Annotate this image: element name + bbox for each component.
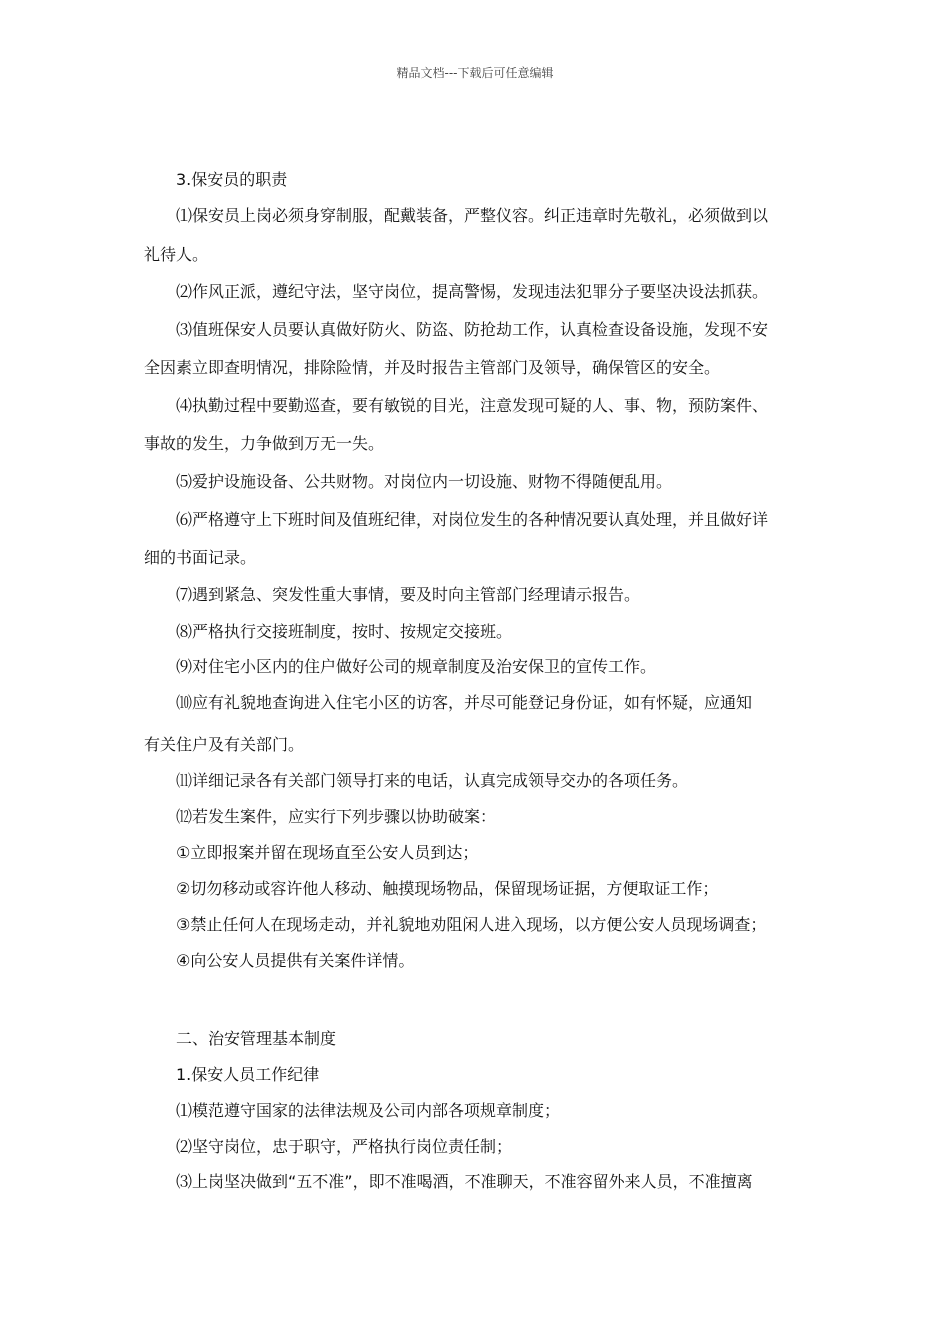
paragraph-line: ⑹严格遵守上下班时间及值班纪律，对岗位发生的各种情况要认真处理，并且做好详	[176, 510, 769, 529]
paragraph-line: ⑵坚守岗位，忠于职守，严格执行岗位责任制；	[176, 1137, 513, 1156]
list-item: ①立即报案并留在现场直至公安人员到达；	[176, 843, 479, 862]
paragraph-line: ⑽应有礼貌地查询进入住宅小区的访客，并尽可能登记身份证，如有怀疑，应通知	[176, 693, 753, 712]
paragraph-line: ⑵作风正派，遵纪守法，坚守岗位，提高警惕，发现违法犯罪分子要坚决设法抓获。	[176, 282, 769, 301]
paragraph-line: ⑴保安员上岗必须身穿制服，配戴装备，严整仪容。纠正违章时先敬礼，必须做到以	[176, 206, 769, 225]
paragraph-line: ⑾详细记录各有关部门领导打来的电话，认真完成领导交办的各项任务。	[176, 771, 689, 790]
paragraph-line: ⑷执勤过程中要勤巡查，要有敏锐的目光，注意发现可疑的人、事、物，预防案件、	[176, 396, 769, 415]
paragraph-line: ⑿若发生案件，应实行下列步骤以协助破案：	[176, 807, 497, 826]
page-header: 精品文档---下载后可任意编辑	[396, 66, 554, 80]
paragraph-line: ⑸爱护设施设备、公共财物。对岗位内一切设施、财物不得随便乱用。	[176, 472, 673, 491]
paragraph-line: ⑺遇到紧急、突发性重大事情，要及时向主管部门经理请示报告。	[176, 585, 641, 604]
paragraph-line: ⑶值班保安人员要认真做好防火、防盗、防抢劫工作，认真检查设备设施，发现不安	[176, 320, 769, 339]
list-item: ③禁止任何人在现场走动，并礼貌地劝阻闲人进入现场，以方便公安人员现场调查；	[176, 915, 767, 934]
subsection-heading: 1.保安人员工作纪律	[176, 1065, 320, 1084]
section-heading-rules: 二、治安管理基本制度	[176, 1029, 337, 1048]
paragraph-line: 全因素立即查明情况，排除险情，并及时报告主管部门及领导，确保管区的安全。	[144, 358, 721, 377]
paragraph-line: 事故的发生，力争做到万无一失。	[144, 434, 385, 453]
paragraph-line: 礼待人。	[144, 245, 209, 264]
paragraph-line: ⑻严格执行交接班制度，按时、按规定交接班。	[176, 622, 513, 641]
list-item: ②切勿移动或容许他人移动、触摸现场物品，保留现场证据，方便取证工作；	[176, 879, 719, 898]
section-heading-duties: 3.保安员的职责	[176, 170, 288, 189]
list-item: ④向公安人员提供有关案件详情。	[176, 951, 415, 970]
paragraph-line: ⑴模范遵守国家的法律法规及公司内部各项规章制度；	[176, 1101, 561, 1120]
paragraph-line: 细的书面记录。	[144, 548, 257, 567]
paragraph-line: ⑼对住宅小区内的住户做好公司的规章制度及治安保卫的宣传工作。	[176, 657, 657, 676]
paragraph-line: ⑶上岗坚决做到“五不准”，即不准喝酒，不准聊天，不准容留外来人员，不准擅离	[176, 1172, 753, 1191]
paragraph-line: 有关住户及有关部门。	[144, 735, 305, 754]
